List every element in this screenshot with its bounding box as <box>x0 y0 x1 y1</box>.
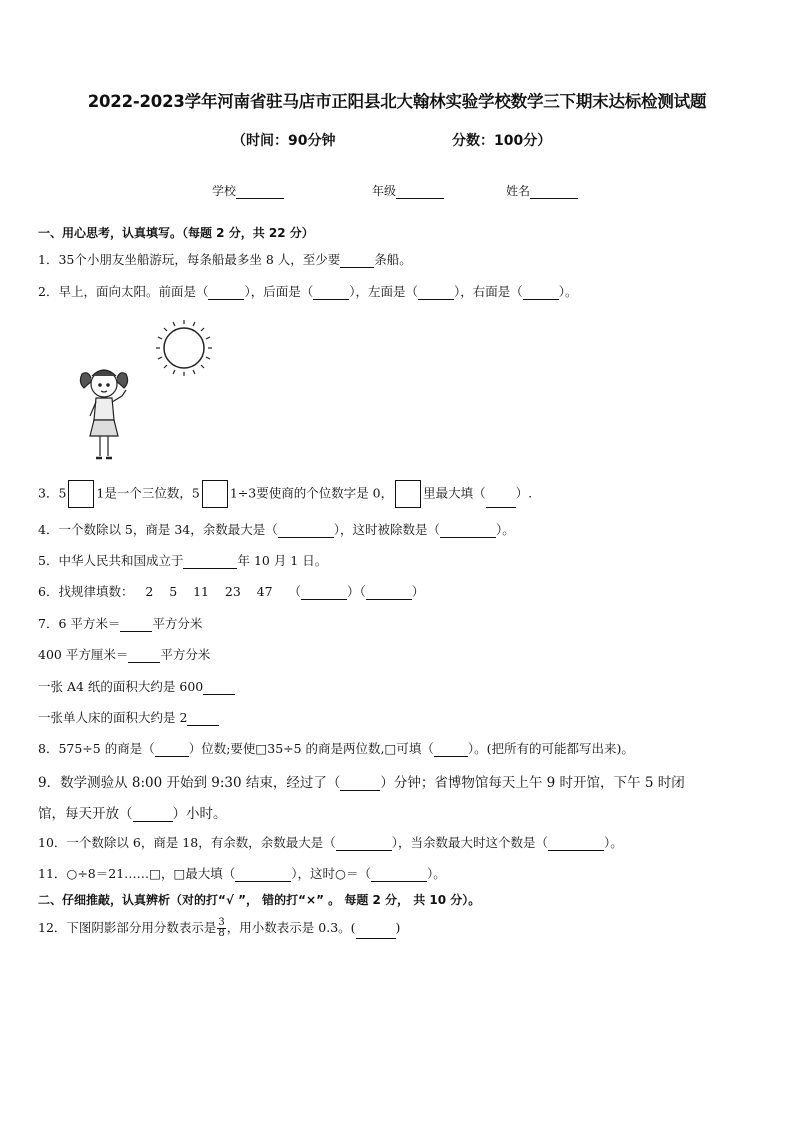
question-9-line-2 <box>38 802 227 822</box>
q2-text-e: ）。 <box>558 284 578 299</box>
q12-text-c: ) <box>395 920 401 935</box>
section-2-heading: 二、仔细推敲，认真辨析（对的打“√ ”， 错的打“×” 。 每题 2 分， 共 10 分）。 <box>38 893 481 907</box>
q4-text-a: 4．一个数除以 5，商是 34，余数最大是（ <box>38 522 278 537</box>
school-blank[interactable] <box>236 186 284 199</box>
q3-text-c: 1÷3要使商的个位数字是 0， <box>229 485 394 501</box>
question-3 <box>38 480 532 508</box>
q6-text-c: ）（ <box>347 584 366 599</box>
q8-blank-2[interactable] <box>434 743 468 757</box>
q7-blank-2[interactable] <box>128 649 160 663</box>
q8-text-b: ）位数;要使□35÷5 的商是两位数,□可填（ <box>188 741 434 756</box>
q4-text-c: ）。 <box>496 522 515 537</box>
q3-digit-box-3[interactable] <box>395 480 421 508</box>
q6-text-d: ） <box>411 584 425 599</box>
q10-text-b: ），当余数最大时这个数是（ <box>391 835 548 850</box>
question-1 <box>38 250 412 268</box>
name-label: 姓名 <box>506 184 531 198</box>
question-12 <box>38 918 400 939</box>
exam-title: 2022-2023学年河南省驻马店市正阳县北大翰林实验学校数学三下期末达标检测试题 <box>87 92 707 111</box>
q6-blank-1[interactable] <box>301 586 347 600</box>
q8-text-c: ）。(把所有的可能都写出来)。 <box>467 741 634 756</box>
q6-sequence: 2 5 11 23 47 <box>145 584 273 599</box>
q1-blank[interactable] <box>340 254 374 268</box>
q8-text-a: 8．575÷5 的商是（ <box>38 741 155 756</box>
q6-text-b: （ <box>288 584 302 599</box>
q4-blank-2[interactable] <box>440 524 496 538</box>
q2-blank-1[interactable] <box>208 286 244 300</box>
q12-text-a: 12．下图阴影部分用分数表示是 <box>38 920 217 935</box>
question-7-line-3 <box>38 677 235 695</box>
q1-text-a: 1．35个小朋友坐船游玩，每条船最多坐 8 人，至少要 <box>38 252 341 267</box>
q10-text-c: ）。 <box>603 835 623 850</box>
question-6 <box>38 582 424 600</box>
q5-blank[interactable] <box>183 555 237 569</box>
q9-blank-1[interactable] <box>340 777 380 791</box>
school-label: 学校 <box>212 184 237 198</box>
question-7-line-1 <box>38 614 202 632</box>
q7-blank-4[interactable] <box>187 712 219 726</box>
question-9-line-1 <box>38 771 685 791</box>
q7-l1-text-b: 平方分米 <box>152 616 203 631</box>
grade-blank[interactable] <box>396 186 444 199</box>
q3-text-a: 3．5 <box>38 485 67 501</box>
q9-text-b: ）分钟；省博物馆每天上午 9 时开馆，下午 5 时闭 <box>380 775 685 791</box>
question-7-line-4 <box>38 708 219 726</box>
q2-text-b: ），后面是（ <box>244 284 314 299</box>
q11-text-a: 11．○÷8＝21……□，□最大填（ <box>38 866 236 881</box>
q2-text-d: ），右面是（ <box>454 284 523 299</box>
q3-digit-box-2[interactable] <box>202 480 228 508</box>
q8-blank-1[interactable] <box>155 743 189 757</box>
q6-blank-2[interactable] <box>366 586 412 600</box>
q3-text-e: ）. <box>515 485 533 501</box>
q5-text-a: 5．中华人民共和国成立于 <box>38 553 184 568</box>
q9-text-c: 馆，每天开放（ <box>38 806 133 822</box>
q10-blank-1[interactable] <box>336 837 392 851</box>
q12-fraction-numerator: 3 <box>218 917 225 928</box>
q12-fraction-denominator: 8 <box>218 928 225 939</box>
q7-l2-text-a: 400 平方厘米＝ <box>38 647 129 662</box>
q2-text-c: ），左面是（ <box>349 284 418 299</box>
q2-blank-2[interactable] <box>313 286 349 300</box>
grade-label: 年级 <box>372 184 397 198</box>
girl-figure <box>80 370 127 458</box>
q12-text-b: ，用小数表示是 0.3。( <box>226 920 356 935</box>
q9-text-d: ）小时。 <box>172 806 227 822</box>
q7-l3-text: 一张 A4 纸的面积大约是 600 <box>38 679 204 694</box>
section-1-heading: 一、用心思考，认真填写。（每题 2 分，共 22 分） <box>38 226 314 240</box>
grade-field <box>372 182 444 199</box>
question-7-line-2 <box>38 645 210 663</box>
q6-text-a: 6．找规律填数： <box>38 584 134 599</box>
q3-text-d: 里最大填（ <box>423 485 486 501</box>
question-2 <box>38 282 578 300</box>
q11-text-b: ），这时○＝（ <box>291 866 371 881</box>
question-11 <box>38 864 446 882</box>
exam-time: （时间：90分钟 <box>232 133 336 149</box>
q10-text-a: 10．一个数除以 6，商是 18，有余数，余数最大是（ <box>38 835 336 850</box>
q9-text-a: 9．数学测验从 8:00 开始到 9:30 结束，经过了（ <box>38 775 341 791</box>
q7-blank-1[interactable] <box>120 618 152 632</box>
q3-text-b: 1是一个三位数，5 <box>96 485 200 501</box>
question-10 <box>38 833 623 851</box>
name-blank[interactable] <box>530 186 578 199</box>
q10-blank-2[interactable] <box>548 837 604 851</box>
q12-blank[interactable] <box>356 925 396 939</box>
q2-blank-4[interactable] <box>523 286 559 300</box>
name-field <box>506 182 578 199</box>
sun-icon <box>156 320 212 376</box>
q9-blank-2[interactable] <box>133 808 173 822</box>
question-4 <box>38 520 515 538</box>
q11-text-c: ）。 <box>426 866 446 881</box>
q11-blank-2[interactable] <box>371 868 427 882</box>
q12-fraction <box>217 918 225 939</box>
q7-l1-text-a: 7．6 平方米＝ <box>38 616 121 631</box>
q4-text-b: ），这时被除数是（ <box>333 522 441 537</box>
school-field <box>212 182 284 199</box>
question-8 <box>38 739 634 757</box>
q5-text-b: 年 10 月 1 日。 <box>237 553 328 568</box>
q2-text-a: 2．早上，面向太阳。前面是（ <box>38 284 209 299</box>
q7-l4-text: 一张单人床的面积大约是 2 <box>38 710 188 725</box>
q7-l2-text-b: 平方分米 <box>160 647 211 662</box>
q4-blank-1[interactable] <box>278 524 334 538</box>
q3-digit-box-1[interactable] <box>68 480 94 508</box>
exam-score: 分数：100分） <box>452 133 552 149</box>
question-5 <box>38 551 327 569</box>
q1-text-b: 条船。 <box>374 252 412 267</box>
q2-blank-3[interactable] <box>418 286 454 300</box>
girl-facing-sun-illustration <box>60 312 260 472</box>
q7-blank-3[interactable] <box>203 681 235 695</box>
q11-blank-1[interactable] <box>235 868 291 882</box>
q3-blank[interactable] <box>486 494 516 508</box>
